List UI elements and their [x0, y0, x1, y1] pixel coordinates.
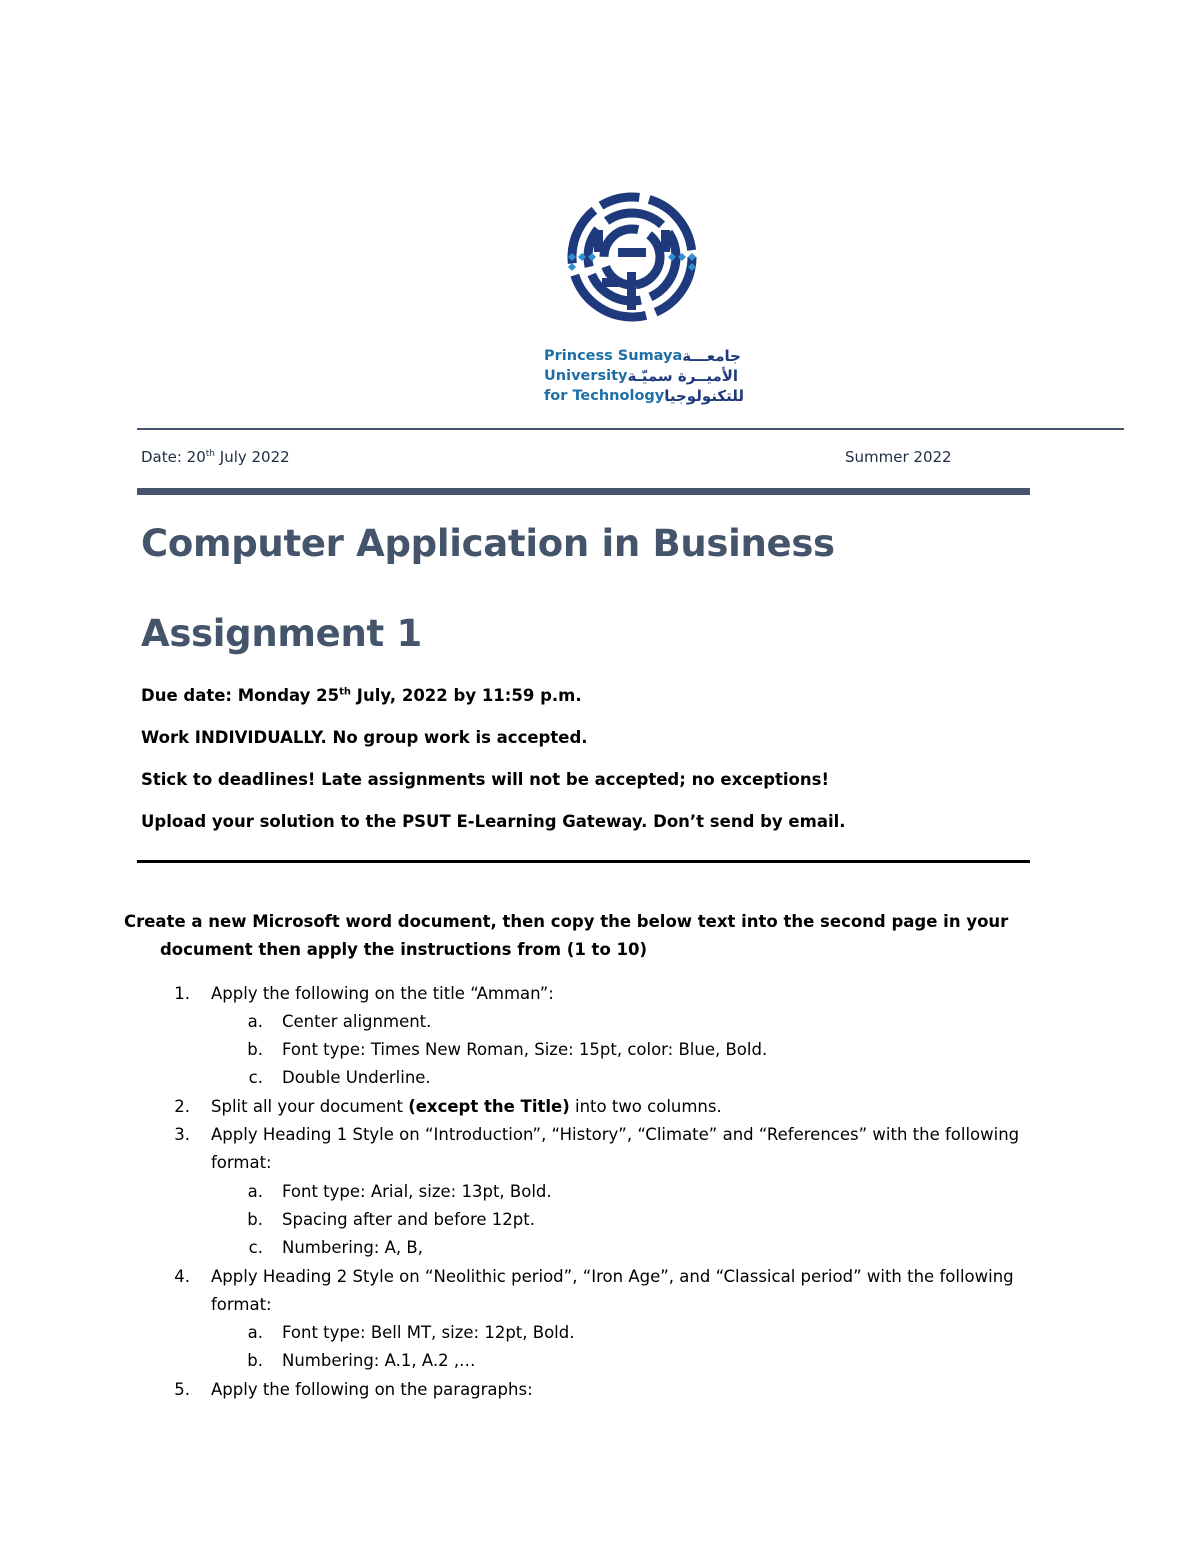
rule-deadlines: Stick to deadlines! Late assignments will not be accepted; no exceptions! [141, 770, 829, 789]
list-marker: a. [247, 1182, 263, 1201]
list-text: Font type: Bell MT, size: 12pt, Bold. [282, 1323, 575, 1342]
date-suffix: July 2022 [215, 448, 290, 466]
header-date [141, 448, 290, 466]
due-suffix: July, 2022 by 11:59 p.m. [351, 686, 582, 705]
rule-upload: Upload your solution to the PSUT E-Learning Gateway. Don’t send by email. [141, 812, 846, 831]
list-text: format: [211, 1295, 272, 1314]
list-text: Apply Heading 2 Style on “Neolithic period”, “Iron Age”, and “Classical period” with the following [211, 1267, 1014, 1286]
list-text: Double Underline. [282, 1068, 431, 1087]
logo-en-line-2: University [544, 368, 628, 384]
logo-ar-line-2: الأميــرة سميّـة [627, 367, 739, 385]
due-prefix: Due date: Monday 25 [141, 686, 340, 705]
list-text: Apply the following on the paragraphs: [211, 1380, 533, 1399]
list-marker: c. [248, 1238, 263, 1257]
header-divider [137, 428, 1124, 430]
text-post: into two columns. [569, 1097, 722, 1116]
list-marker: 1. [174, 984, 190, 1003]
university-logo-emblem [562, 182, 702, 332]
list-marker: 2. [174, 1097, 190, 1116]
rule-individual: Work INDIVIDUALLY. No group work is accepted. [141, 728, 588, 747]
list-marker: c. [248, 1068, 263, 1087]
title-divider [137, 488, 1030, 495]
document-title: Computer Application in Business [141, 522, 835, 565]
list-text: Spacing after and before 12pt. [282, 1210, 535, 1229]
text-pre: Split all your document [211, 1097, 409, 1116]
date-ordinal: th [205, 449, 215, 459]
list-text: Numbering: A.1, A.2 ,… [282, 1351, 476, 1370]
list-marker: b. [247, 1351, 263, 1370]
intro-line-1: Create a new Microsoft word document, then copy the below text into the second page in your [124, 912, 1009, 931]
list-marker: 3. [174, 1125, 190, 1144]
list-marker: b. [247, 1040, 263, 1059]
section-divider [137, 860, 1030, 863]
text-bold: (except the Title) [408, 1097, 570, 1116]
list-marker: 5. [174, 1380, 190, 1399]
logo-ar-line-1: جامعـــة [682, 347, 741, 365]
university-logo-wordmark [544, 346, 744, 412]
due-ordinal: th [339, 686, 352, 698]
logo-en-line-1: Princess Sumaya [544, 348, 683, 364]
list-text: Font type: Times New Roman, Size: 15pt, color: Blue, Bold. [282, 1040, 768, 1059]
list-text: format: [211, 1153, 272, 1172]
list-marker: a. [247, 1012, 263, 1031]
date-prefix: Date: 20 [141, 448, 206, 466]
list-text: Center alignment. [282, 1012, 432, 1031]
instructions-intro [124, 908, 1024, 964]
list-marker: 4. [174, 1267, 190, 1286]
logo-en-line-3: for Technology [544, 388, 665, 404]
due-date [141, 686, 582, 705]
list-marker: b. [247, 1210, 263, 1229]
list-marker: a. [247, 1323, 263, 1342]
list-text: Font type: Arial, size: 13pt, Bold. [282, 1182, 552, 1201]
list-text: Apply the following on the title “Amman”: [211, 984, 554, 1003]
assignment-title: Assignment 1 [141, 612, 422, 655]
logo-ar-line-3: للتكنولوجيا [664, 387, 744, 405]
list-text: Apply Heading 1 Style on “Introduction”, “History”, “Climate” and “References” with the following [211, 1125, 1020, 1144]
list-text: Numbering: A, B, [282, 1238, 423, 1257]
header-term: Summer 2022 [845, 448, 952, 466]
list-text [211, 1093, 722, 1121]
intro-line-2: document then apply the instructions from (1 to 10) [160, 940, 648, 959]
